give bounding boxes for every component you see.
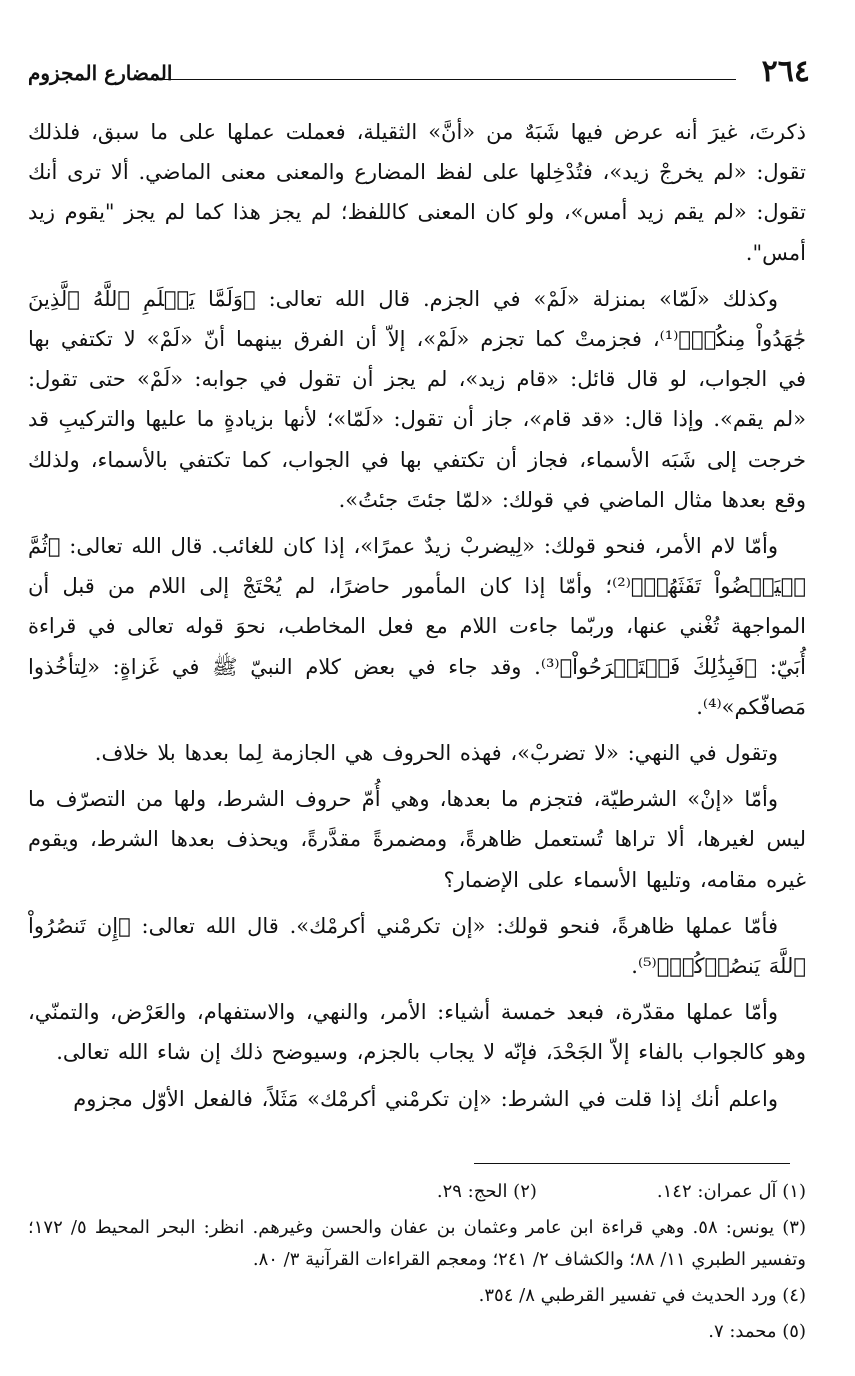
paragraph: وأمّا عملها مقدّرة، فبعد خمسة أشياء: الأمر، والنهي، والاستفهام، والعَرْض، والتمنّي، وهو كالجواب بالفاء إلاّ الجَحْدَ، فإنّه لا يجاب بالجزم، وسيوضح ذلك إن شاء الله تعالى.	[28, 1000, 806, 1065]
header-rule	[160, 79, 736, 80]
footnote-separator	[474, 1163, 790, 1164]
paragraph: وأمّا «إنْ» الشرطيّة، فتجزم ما بعدها، وهي أُمّ حروف الشرط، ولها من التصرّف ما ليس لغيرها، ألا تراها تُستعمل ظاهرةً، ومضمرةً مقدَّرةً، ويحذف بعدها الشرط، ويقوم غيره مقامه، وتليها الأسماء على الإضمار؟	[28, 787, 806, 892]
paragraph: ذكرتَ، غيرَ أنه عرض فيها شَبَهٌ من «أنَّ» الثقيلة، فعملت عملها على ما سبق، فلذلك تقول: «لم يخرجْ زيد»، فتُدْخِلها على لفظ المضارع والمعنى معنى الماضي. ألا ترى أنك تقول: «لم يقم زيد أمس»، ولو كان المعنى كاللفظ؛ لم يجز هذا كما لم يجز "يقوم زيد أمس".	[28, 120, 806, 265]
footnote-row	[28, 1176, 806, 1208]
footnote: (٤) ورد الحديث في تفسير القرطبي ٨/ ٣٥٤.	[478, 1285, 806, 1306]
paragraph: وتقول في النهي: «لا تضربْ»، فهذه الحروف هي الجازمة لِما بعدها بلا خلاف.	[94, 741, 778, 766]
footnote: (٣) يونس: ٥٨. وهي قراءة ابن عامر وعثمان بن عفان والحسن وغيرهم. انظر: البحر المحيط ٥/ ١٧٢؛ وتفسير الطبري ١١/ ٨٨؛ والكشاف ٢/ ٢٤١؛ ومعجم القراءات القرآنية ٣/ ٨٠.	[28, 1217, 806, 1270]
paragraph: وأمّا لام الأمر، فنحو قولك: «لِيضربْ زيدٌ عمرًا»، إذا كان للغائب. قال الله تعالى: ﴿ثُمَّ لۡيَقۡضُواْ تَفَثَهُمۡ﴾⁽²⁾؛ وأمّا إذا كان المأمور حاضرًا، لم يُحْتَجْ إلى اللام من قبل أن المواجهة تُغْني عنها، وربّما جاءت اللام مع فعل المخاطب، نحوَ قوله تعالى في قراءة أُبَيّ: ﴿فَبِذَٰلِكَ فَلۡتَفۡرَحُواْ﴾⁽³⁾. وقد جاء في بعض كلام النبيّ ﷺ في غَزاةٍ: «لِتأخُذوا مَصافّكم»⁽⁴⁾.	[28, 534, 806, 719]
page-number: ٢٦٤	[761, 54, 810, 89]
page-header	[28, 52, 810, 94]
footnote: (٥) محمد: ٧.	[708, 1321, 806, 1342]
main-text	[28, 112, 806, 1125]
footnote: (٢) الحج: ٢٩.	[436, 1181, 537, 1202]
running-title: المضارع المجزوم	[28, 61, 173, 85]
paragraph: فأمّا عملها ظاهرةً، فنحو قولك: «إن تكرمْني أكرمْك». قال الله تعالى: ﴿إِن تَنصُرُواْ ٱللَّهَ يَنصُرۡكُمۡ﴾⁽⁵⁾.	[28, 913, 806, 979]
footnote: (١) آل عمران: ١٤٢.	[656, 1181, 806, 1202]
paragraph: واعلم أنك إذا قلت في الشرط: «إن تكرمْني أكرمْك» مَثَلاً، فالفعل الأوّل مجزوم	[73, 1086, 778, 1111]
paragraph: وكذلك «لَمّا» بمنزلة «لَمْ» في الجزم. قال الله تعالى: ﴿وَلَمَّا يَعۡلَمِ ٱللَّهُ ٱلَّذِينَ جَٰهَدُواْ مِنكُمۡ﴾⁽¹⁾، فجزمتْ كما تجزم «لَمْ»، إلاّ أن الفرق بينهما أنّ «لَمْ» لا تكتفي بها في الجواب، لو قال قائل: «قام زيد»، لم يجز أن تقول في جوابه: «لَمْ» حتى تقول: «لم يقم». وإذا قال: «قد قام»، جاز أن تقول: «لَمّا»؛ لأنها بزيادةٍ ما عليها والتركيبِ قد خرجت إلى شَبَه الأسماء، فجاز أن تكتفي بها في الجواب، كما تكتفي بالأسماء، ولذلك وقع بعدها مثال الماضي في قولك: «لمّا جئتَ جئتُ».	[28, 286, 807, 512]
footnotes	[28, 1176, 806, 1352]
